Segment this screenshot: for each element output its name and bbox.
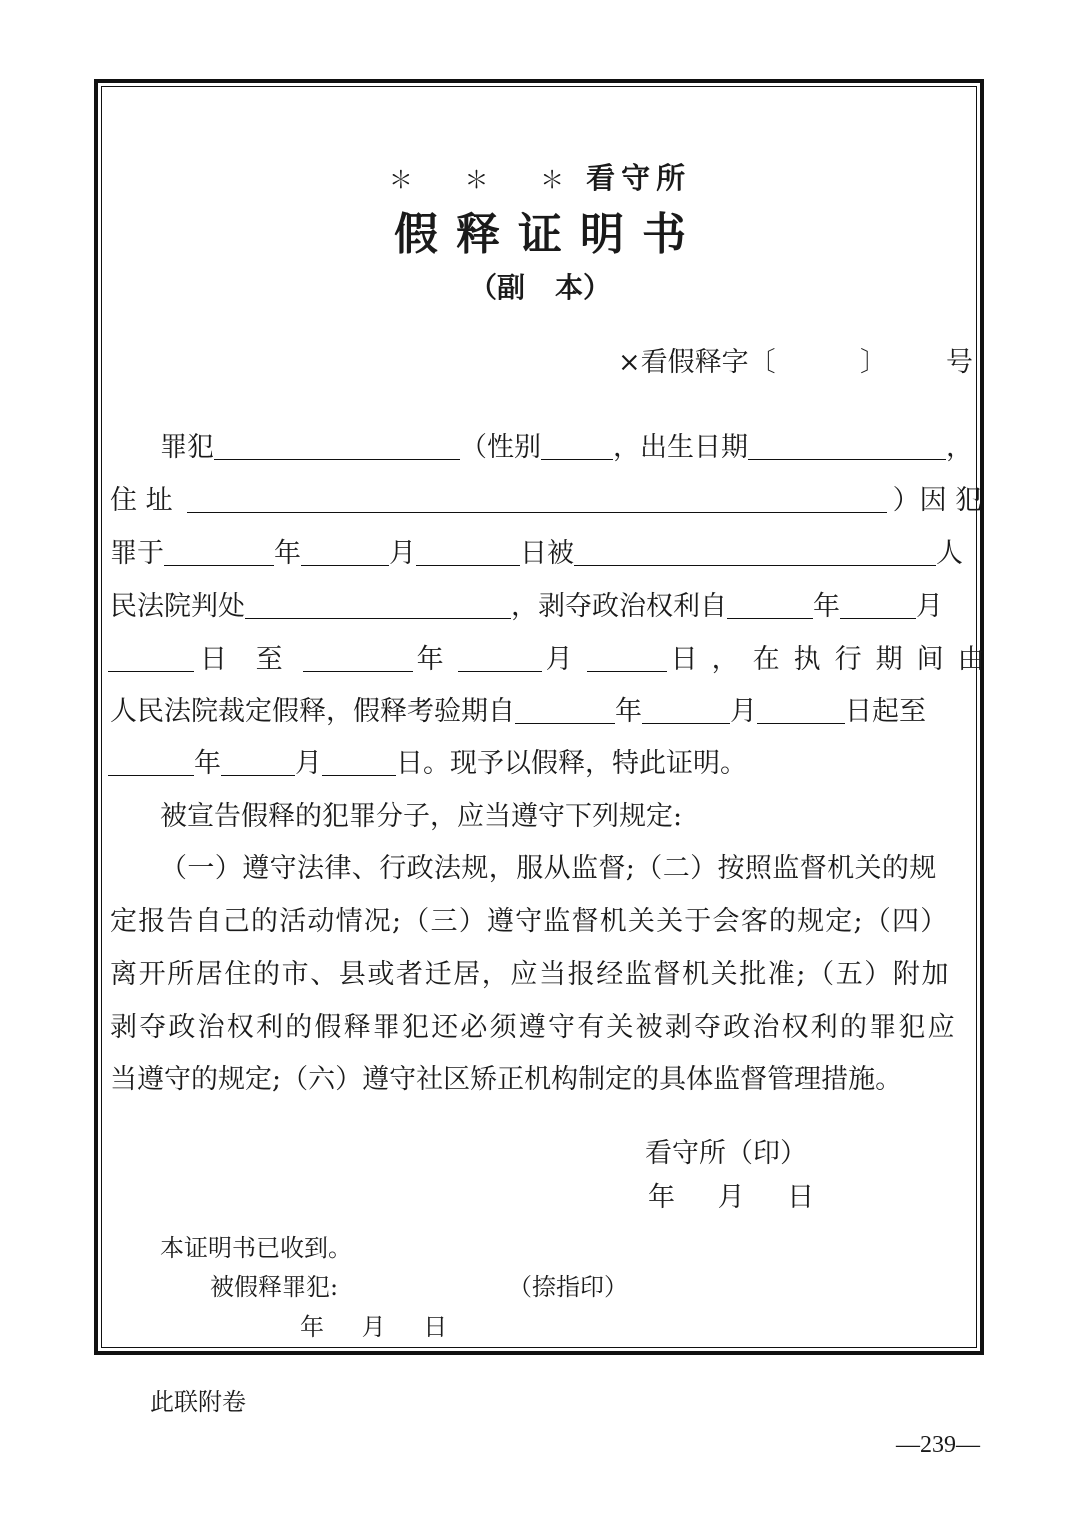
doc-number-bracket: 〕: [860, 347, 887, 378]
blank-end-month[interactable]: [458, 641, 542, 672]
subtitle-right: 本）: [555, 271, 612, 304]
issuing-office: [0, 156, 1080, 197]
blank-probation-start-month[interactable]: [642, 693, 730, 724]
blank-probation-start-day[interactable]: [757, 693, 845, 724]
office-name: 看守所: [586, 161, 692, 195]
blank-deprivation-day[interactable]: [108, 641, 194, 672]
form-line-3: [110, 534, 963, 574]
blank-sentence-month[interactable]: [301, 535, 389, 566]
document-number: [618, 340, 978, 380]
blank-birthdate[interactable]: [748, 429, 946, 460]
label-year: 年: [274, 538, 301, 569]
label-deprivation-from: ，剥夺政治权利自: [511, 591, 727, 622]
blank-sentence[interactable]: [245, 588, 511, 619]
office-seal: 看守所（印）: [645, 1138, 807, 1169]
document-title: 假释证明书: [394, 209, 704, 260]
blank-deprivation-year[interactable]: [727, 588, 813, 619]
rules-line-4: 剥夺政治权利的假释罪犯还必须遵守有关被剥夺政治权利的罪犯应: [110, 1012, 957, 1043]
label-month: 月: [545, 644, 573, 675]
label-year: 年: [615, 696, 642, 727]
label-people: 人: [936, 538, 963, 569]
blank-sentence-year[interactable]: [164, 535, 274, 566]
form-line-1: [160, 428, 973, 468]
signature-date: 年 月 日: [648, 1182, 815, 1213]
blank-end-day[interactable]: [587, 641, 667, 672]
label-convict: 罪犯: [160, 432, 214, 463]
label-certification: 日。现予以假释，特此证明。: [396, 748, 747, 779]
form-line-7: [108, 744, 747, 784]
office-name-placeholder: ＊ ＊ ＊: [388, 166, 587, 194]
blank-probation-end-year[interactable]: [108, 745, 194, 776]
label-until: 日起至: [845, 696, 926, 727]
receipt-date: 年 月 日: [300, 1313, 448, 1341]
label-during-execution: 日，在执行期间由: [670, 644, 999, 675]
rules-line-5: 当遵守的规定;（六）遵守社区矫正机构制定的具体监督管理措施。: [110, 1064, 903, 1095]
parolee-signature-label: 被假释罪犯:: [210, 1273, 339, 1301]
document-subtitle: [0, 266, 1080, 306]
label-day-to: 日 至: [200, 644, 293, 675]
comma: ，: [946, 432, 973, 463]
blank-probation-start-year[interactable]: [515, 693, 615, 724]
label-month: 月: [916, 591, 943, 622]
form-line-2: [110, 481, 982, 521]
form-line-4: [110, 587, 943, 627]
rules-intro: 被宣告假释的犯罪分子，应当遵守下列规定:: [160, 801, 683, 832]
label-crime-on: 罪于: [110, 538, 164, 569]
label-year: 年: [194, 748, 221, 779]
subtitle-left: （副: [468, 271, 525, 304]
label-month: 月: [730, 696, 757, 727]
fingerprint-label: （捺指印）: [508, 1273, 628, 1301]
label-address: 住 址: [110, 485, 173, 516]
label-crime: ）因 犯: [892, 485, 983, 516]
blank-gender[interactable]: [541, 429, 613, 460]
label-sentenced: 民法院判处: [110, 591, 245, 622]
blank-address[interactable]: [187, 482, 887, 513]
label-day-by: 日被: [520, 538, 574, 569]
label-month: 月: [295, 748, 322, 779]
blank-probation-end-month[interactable]: [221, 745, 295, 776]
label-year: 年: [813, 591, 840, 622]
label-month: 月: [389, 538, 416, 569]
page-number: —239—: [896, 1432, 980, 1458]
rules-line-2: 定报告自己的活动情况;（三）遵守监督机关关于会客的规定;（四）: [110, 906, 949, 937]
form-line-6: [110, 692, 926, 732]
doc-number-prefix: ×看假释字〔: [618, 347, 776, 378]
receipt-acknowledgement: 本证明书已收到。: [160, 1234, 352, 1262]
blank-probation-end-day[interactable]: [322, 745, 396, 776]
blank-court[interactable]: [574, 535, 936, 566]
rules-line-1: （一）遵守法律、行政法规，服从监督;（二）按照监督机关的规: [160, 853, 937, 884]
form-line-5: [108, 640, 999, 680]
label-birthdate: ，出生日期: [613, 432, 748, 463]
blank-end-year[interactable]: [303, 641, 413, 672]
blank-sentence-day[interactable]: [416, 535, 520, 566]
label-parole-ruling: 人民法院裁定假释，假释考验期自: [110, 696, 515, 727]
label-gender: （性别: [460, 432, 541, 463]
blank-deprivation-month[interactable]: [840, 588, 916, 619]
attachment-note: 此联附卷: [150, 1388, 246, 1416]
blank-convict-name[interactable]: [214, 429, 460, 460]
rules-line-3: 离开所居住的市、县或者迁居，应当报经监督机关批准;（五）附加: [110, 959, 951, 990]
label-year: 年: [416, 644, 444, 675]
doc-number-suffix: 号: [946, 347, 973, 378]
